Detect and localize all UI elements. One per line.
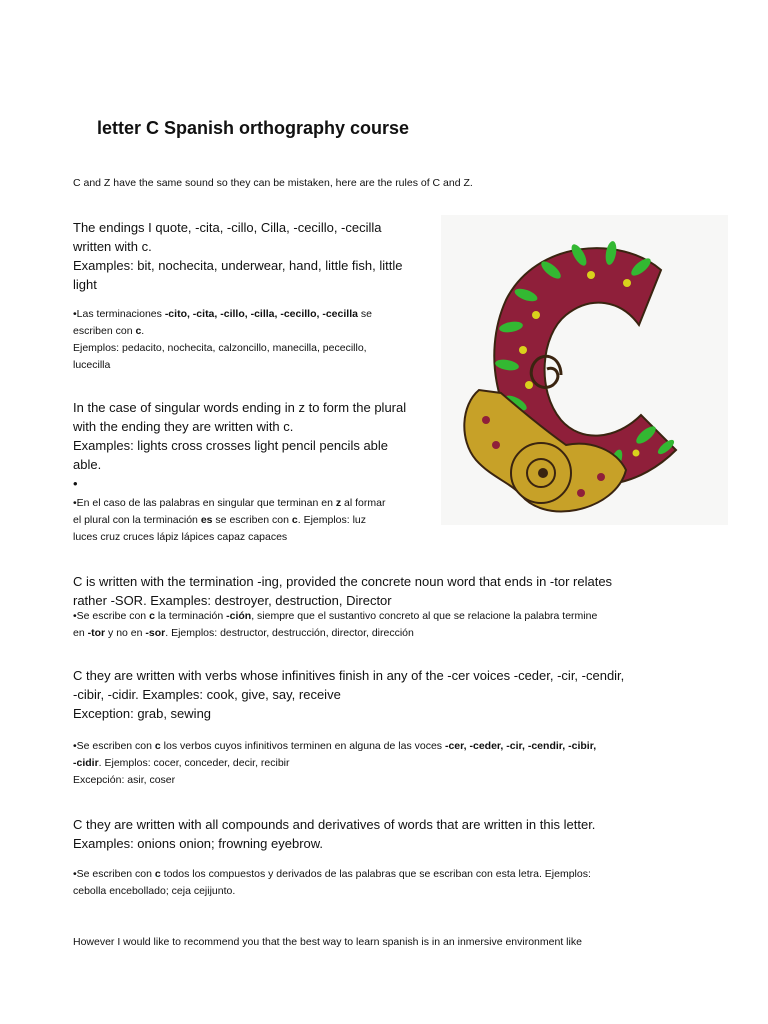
letter-c-chameleon-illustration <box>441 215 728 525</box>
chameleon-spot <box>492 441 500 449</box>
text-run: al formar <box>341 497 386 509</box>
text-run: el plural con la terminación <box>73 514 201 526</box>
text-run: •Se escriben con <box>73 740 155 752</box>
bold-ending: es <box>200 514 213 526</box>
section5-english-line: Examples: onions onion; frowning eyebrow. <box>73 836 324 851</box>
section2-english-line: In the case of singular words ending in z to form the plural <box>73 400 407 415</box>
bold-endings: -cer, -ceder, -cir, -cendir, -cibir, <box>444 740 597 752</box>
section5-spanish-line <box>73 866 698 883</box>
section3-spanish-line <box>73 625 698 642</box>
yellow-dot <box>525 381 533 389</box>
bold-endings: -cito, -cita, -cillo, -cilla, -cecillo, -cecilla <box>164 308 358 320</box>
section4-english-line: C they are written with verbs whose infinitives finish in any of the -cer voices -ceder, -cir, -cendir, <box>73 668 625 683</box>
section4-english-line: Exception: grab, sewing <box>73 706 212 721</box>
section1-spanish-line <box>73 306 453 323</box>
chameleon-eye <box>538 468 548 478</box>
section2-spanish <box>73 495 443 546</box>
text-run: •Las terminaciones <box>73 308 165 320</box>
section1-english-line: Examples: bit, nochecita, underwear, hand, little fish, little <box>73 258 403 273</box>
bold-ending: -ción <box>226 610 252 622</box>
section1-spanish <box>73 306 453 374</box>
text-run: . Ejemplos: cocer, conceder, decir, recibir <box>98 757 290 769</box>
section2-english <box>73 398 453 493</box>
section3-english <box>73 572 698 610</box>
bullet-marker: • <box>73 476 78 491</box>
section2-spanish-line: luces cruz cruces lápiz lápices capaz capaces <box>73 531 288 543</box>
text-run: y no en <box>105 627 146 639</box>
section1-spanish-line: lucecilla <box>73 359 111 371</box>
section5-english-line: C they are written with all compounds and derivatives of words that are written in this letter. <box>73 817 596 832</box>
text-run: se <box>357 308 372 320</box>
page-title: letter C Spanish orthography course <box>97 118 410 138</box>
text-run: . <box>141 325 145 337</box>
section3-english-line: rather -SOR. Examples: destroyer, destruction, Director <box>73 593 392 608</box>
section4-spanish-line <box>73 755 698 772</box>
section5-english <box>73 815 698 853</box>
bold-letter: c <box>291 514 298 526</box>
chameleon-spot <box>482 416 490 424</box>
text-run: la terminación <box>154 610 227 622</box>
section2-english-line: with the ending they are written with c. <box>73 419 294 434</box>
section4-spanish <box>73 738 698 789</box>
chameleon-spot <box>577 489 585 497</box>
intro-paragraph: C and Z have the same sound so they can be mistaken, here are the rules of C and Z. <box>73 177 473 189</box>
text-run: , siempre que el sustantivo concreto al que se relacione la palabra termine <box>251 610 598 622</box>
yellow-dot <box>633 450 640 457</box>
section5-spanish <box>73 866 698 900</box>
yellow-dot <box>623 279 631 287</box>
section1-english-line: The endings I quote, -cita, -cillo, Cilla, -cecillo, -cecilla <box>73 220 382 235</box>
section3-spanish <box>73 608 698 642</box>
yellow-dot <box>587 271 595 279</box>
text-run: . Ejemplos: destructor, destrucción, director, dirección <box>165 627 414 639</box>
section4-spanish-line <box>73 738 698 755</box>
text-run: •Se escribe con <box>73 610 150 622</box>
text-run: todos los compuestos y derivados de las palabras que se escriban con esta letra. Ejemplos: <box>160 868 591 880</box>
bold-letter: c <box>154 868 161 880</box>
bold-ending: -cidir <box>73 757 99 769</box>
section2-english-line: Examples: lights cross crosses light pencil pencils able <box>73 438 389 453</box>
section1-spanish-line <box>73 323 453 340</box>
bold-letter: c <box>154 740 161 752</box>
section5-spanish-line: cebolla encebollado; ceja cejijunto. <box>73 885 236 897</box>
text-run: •Se escriben con <box>73 868 155 880</box>
section2-english-line: able. <box>73 457 102 472</box>
yellow-dot <box>532 311 540 319</box>
text-run: escriben con <box>73 325 136 337</box>
text-run: se escriben con <box>212 514 292 526</box>
section1-english-line: light <box>73 277 97 292</box>
section3-english-line: C is written with the termination -ing, provided the concrete noun word that ends in -tor relates <box>73 574 613 589</box>
section2-spanish-line <box>73 512 443 529</box>
illustration-svg <box>441 215 728 525</box>
bold-ending: -tor <box>87 627 106 639</box>
text-run: en <box>73 627 88 639</box>
section1-spanish-line: Ejemplos: pedacito, nochecita, calzoncillo, manecilla, pececillo, <box>73 342 367 354</box>
section4-english <box>73 666 698 723</box>
bold-letter: c <box>149 610 155 622</box>
section1-english-line: written with c. <box>73 239 152 254</box>
yellow-dot <box>519 346 527 354</box>
closing-paragraph: However I would like to recommend you that the best way to learn spanish is in an inmersive environment like <box>73 936 582 948</box>
section4-spanish-line: Excepción: asir, coser <box>73 774 176 786</box>
bold-ending: -sor <box>145 627 166 639</box>
chameleon-spot <box>597 473 605 481</box>
section2-spanish-line <box>73 495 443 512</box>
section1-english <box>73 218 453 294</box>
section4-english-line: -cibir, -cidir. Examples: cook, give, say, receive <box>73 687 341 702</box>
section3-spanish-line <box>73 608 698 625</box>
text-run: •En el caso de las palabras en singular que terminan en <box>73 497 336 509</box>
bold-letter: c <box>135 325 142 337</box>
text-run: . Ejemplos: luz <box>297 514 367 526</box>
bold-letter: z <box>335 497 342 509</box>
text-run: los verbos cuyos infinitivos terminen en alguna de las voces <box>160 740 445 752</box>
